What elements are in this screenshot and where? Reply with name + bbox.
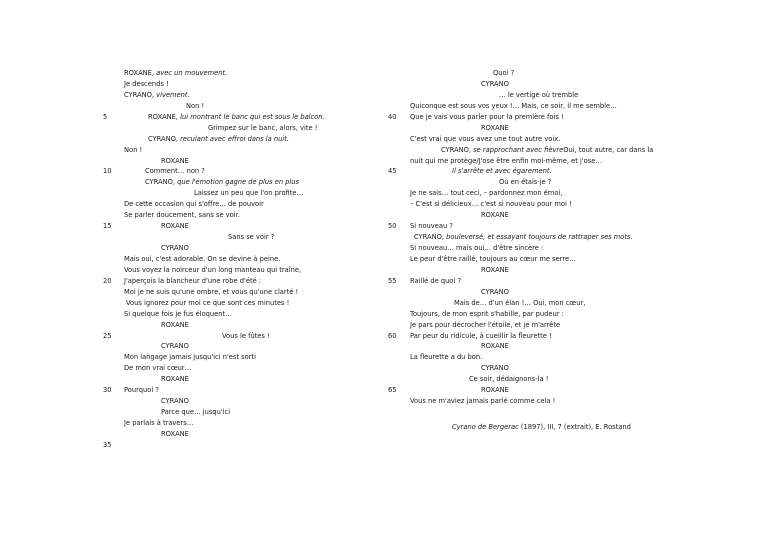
line-text: ROXANE <box>481 342 509 351</box>
verse-line <box>103 134 353 145</box>
verse-line <box>388 232 658 243</box>
line-text: Mon langage jamais jusqu'ici n'est sorti <box>124 353 256 362</box>
verse-line <box>388 276 658 287</box>
line-text: Sans se voir ? <box>228 233 275 242</box>
verse-line <box>388 79 658 90</box>
left-column <box>103 68 353 451</box>
line-text: Si nouveau ? <box>410 222 453 231</box>
line-text: C'est vrai que vous avez une tout autre voix. <box>410 134 561 143</box>
line-text <box>145 177 299 188</box>
verse-line <box>103 210 353 221</box>
verse-line <box>388 320 658 331</box>
verse-line <box>388 199 658 210</box>
line-number: 25 <box>103 331 112 340</box>
verse-line <box>103 440 353 451</box>
speaker-name: CYRANO, <box>124 90 154 99</box>
line-text: ROXANE <box>161 320 189 329</box>
stage-direction: avec un mouvement. <box>156 69 228 77</box>
verse-line <box>388 385 658 396</box>
verse-line <box>103 418 353 429</box>
line-number: 15 <box>103 222 112 231</box>
verse-line <box>103 363 353 374</box>
line-text: Non ! <box>186 101 205 110</box>
verse-line <box>103 352 353 363</box>
verse-line <box>103 298 353 309</box>
line-text: De cette occasion qui s'offre… de pouvoir <box>124 200 264 209</box>
verse-line <box>103 112 353 123</box>
line-text: Je pars pour décrocher l'étoile, et je m'arrête <box>410 320 561 329</box>
line-text: Quiconque est sous vos yeux !… Mais, ce soir, il me semble… <box>410 101 617 110</box>
line-text: CYRANO <box>161 342 189 351</box>
verse-line <box>388 145 658 156</box>
stage-direction: bouleversé, et essayant toujours de rattraper ses mots. <box>446 233 633 242</box>
line-number: 30 <box>103 386 112 395</box>
verse-line <box>388 396 658 407</box>
line-text: … le vertige où tremble <box>499 90 579 99</box>
verse-line <box>103 276 353 287</box>
line-number: 20 <box>103 276 112 285</box>
citation-title: Cyrano de Bergerac <box>452 423 519 431</box>
verse-line <box>388 374 658 385</box>
line-text: Le peur d'être raillé, toujours au cœur me serre… <box>410 254 576 263</box>
line-text: Je ne sais… tout ceci, – pardonnez mon émoi, <box>410 189 563 198</box>
stage-direction: reculant avec effroi dans la nuit. <box>180 134 289 143</box>
verse-line <box>103 309 353 320</box>
verse-line <box>388 112 658 123</box>
verse-line <box>103 254 353 265</box>
verse-line <box>103 166 353 177</box>
line-text: Non ! <box>124 145 143 154</box>
line-text: Vous ignorez pour moi ce que sont ces minutes ! <box>126 298 290 307</box>
line-text: Mais de… d'un élan !… Oui, mon cœur, <box>454 298 586 307</box>
verse-line <box>388 134 658 145</box>
line-text: CYRANO <box>481 364 509 373</box>
speaker-name: CYRANO, <box>148 134 178 143</box>
verse-line <box>388 265 658 276</box>
line-text: Que je vais vous parler pour la première fois ! <box>410 112 564 121</box>
verse-line <box>388 166 658 177</box>
line-text: ROXANE <box>161 429 189 438</box>
line-text: CYRANO <box>481 287 509 296</box>
verse-line <box>388 123 658 134</box>
line-text: Laissez un peu que l'on profite… <box>194 189 304 198</box>
line-text: Toujours, de mon esprit s'habille, par pudeur : <box>410 309 564 318</box>
verse-line <box>103 407 353 418</box>
verse-line <box>103 68 353 79</box>
line-text <box>441 145 653 156</box>
verse-line <box>103 265 353 276</box>
line-text: CYRANO <box>481 79 509 88</box>
stage-direction: vivement. <box>156 90 190 99</box>
verse-line <box>388 331 658 342</box>
line-text: La fleurette a du bon. <box>410 353 483 362</box>
verse-line <box>388 156 658 167</box>
line-text <box>148 134 289 145</box>
line-text: Vous voyez la noirceur d'un long manteau qui traîne, <box>124 265 302 274</box>
speaker-name: CYRANO, <box>414 233 444 242</box>
verse-text: Oui, tout autre, car dans la <box>563 145 654 154</box>
line-text: Je descends ! <box>124 79 169 88</box>
line-text: ROXANE <box>481 211 509 220</box>
verse-line <box>388 221 658 232</box>
stage-direction: que l'émotion gagne de plus en plus <box>177 178 300 187</box>
verse-line <box>103 429 353 440</box>
line-number: 60 <box>388 331 397 340</box>
line-number: 55 <box>388 276 397 285</box>
verse-line <box>388 254 658 265</box>
speaker-name: CYRANO, <box>145 178 175 187</box>
verse-line <box>103 221 353 232</box>
verse-line <box>103 331 353 342</box>
line-text: Par peur du ridicule, à cueillir la fleurette ! <box>410 331 552 340</box>
citation <box>452 423 631 431</box>
line-text: ROXANE <box>481 386 509 395</box>
line-text: Il s'arrête et avec égarement. <box>452 167 552 176</box>
verse-line <box>388 177 658 188</box>
line-text: Si nouveau… mais oui… d'être sincère : <box>410 244 544 252</box>
line-text: Vous ne m'aviez jamais parlé comme cela ! <box>410 397 556 406</box>
line-text: ROXANE <box>161 222 189 231</box>
verse-line <box>103 199 353 210</box>
line-text: Je parlais à travers… <box>124 419 194 427</box>
line-text <box>124 90 190 101</box>
stage-direction: se rapprochant avec fièvre <box>473 145 564 154</box>
line-text: CYRANO <box>161 244 189 252</box>
verse-line <box>103 243 353 254</box>
line-text: ROXANE <box>481 265 509 274</box>
line-text: Parce que… jusqu'ici <box>161 408 231 417</box>
line-number: 50 <box>388 222 397 231</box>
verse-line <box>103 385 353 396</box>
line-text: De mon vrai cœur… <box>124 364 192 373</box>
line-text: Si quelque fois je fus éloquent… <box>124 309 232 318</box>
line-text: Raillé de quoi ? <box>410 276 462 285</box>
line-number: 40 <box>388 112 397 121</box>
line-text: nuit qui me protège/J'ose être enfin moi-même, et j'ose… <box>410 156 603 165</box>
line-text: ROXANE <box>481 123 509 132</box>
verse-line <box>103 79 353 90</box>
line-text: Comment… non ? <box>145 167 205 176</box>
line-text: Grimpez sur le banc, alors, vite ! <box>208 123 318 132</box>
speaker-name: ROXANE, <box>124 69 154 77</box>
verse-line <box>388 101 658 112</box>
verse-line <box>388 287 658 298</box>
verse-line <box>103 374 353 385</box>
verse-line <box>103 188 353 199</box>
line-text: Mais oui, c'est adorable. On se devine à peine. <box>124 254 281 263</box>
line-number: 10 <box>103 167 112 176</box>
verse-line <box>103 123 353 134</box>
verse-line <box>103 287 353 298</box>
stage-direction: lui montrant le banc qui est sous le balcon. <box>180 112 325 121</box>
citation-rest: (1897), III, 7 (extrait), E. Rostand <box>518 423 631 431</box>
verse-line <box>103 145 353 156</box>
line-text: Quoi ? <box>493 69 515 77</box>
line-text <box>414 232 633 243</box>
line-text <box>124 68 227 79</box>
verse-line <box>388 68 658 79</box>
line-text <box>148 112 325 123</box>
line-text: Se parler doucement, sans se voir. <box>124 211 240 220</box>
line-text: CYRANO <box>161 397 189 406</box>
line-number: 5 <box>103 112 108 121</box>
line-number: 65 <box>388 386 397 395</box>
verse-line <box>103 320 353 331</box>
line-number: 45 <box>388 167 397 176</box>
line-text: Vous le fûtes ! <box>222 331 270 340</box>
line-text: Ce soir, dédaignons-la ! <box>469 375 549 384</box>
speaker-name: CYRANO, <box>441 145 471 154</box>
verse-line <box>103 232 353 243</box>
right-column <box>388 68 658 407</box>
line-number: 35 <box>103 440 112 449</box>
verse-line <box>388 363 658 374</box>
verse-line <box>388 352 658 363</box>
verse-line <box>103 177 353 188</box>
verse-line <box>103 90 353 101</box>
line-text: Pourquoi ? <box>124 386 159 395</box>
verse-line <box>103 156 353 167</box>
verse-line <box>103 341 353 352</box>
line-text: Où en étais-je ? <box>499 178 552 187</box>
speaker-name: ROXANE, <box>148 112 178 121</box>
verse-line <box>388 90 658 101</box>
line-text: Moi je ne suis qu'une ombre, et vous qu'une clarté ! <box>124 287 299 296</box>
verse-line <box>388 188 658 199</box>
verse-line <box>103 101 353 112</box>
line-text: J'aperçois la blancheur d'une robe d'été : <box>124 276 262 285</box>
verse-line <box>388 298 658 309</box>
verse-line <box>388 341 658 352</box>
verse-line <box>103 396 353 407</box>
verse-line <box>388 309 658 320</box>
verse-line <box>388 210 658 221</box>
line-text: ROXANE <box>161 156 189 165</box>
line-text: – C'est si délicieux… c'est si nouveau pour moi ! <box>410 200 572 209</box>
verse-line <box>388 243 658 254</box>
line-text: ROXANE <box>161 375 189 384</box>
